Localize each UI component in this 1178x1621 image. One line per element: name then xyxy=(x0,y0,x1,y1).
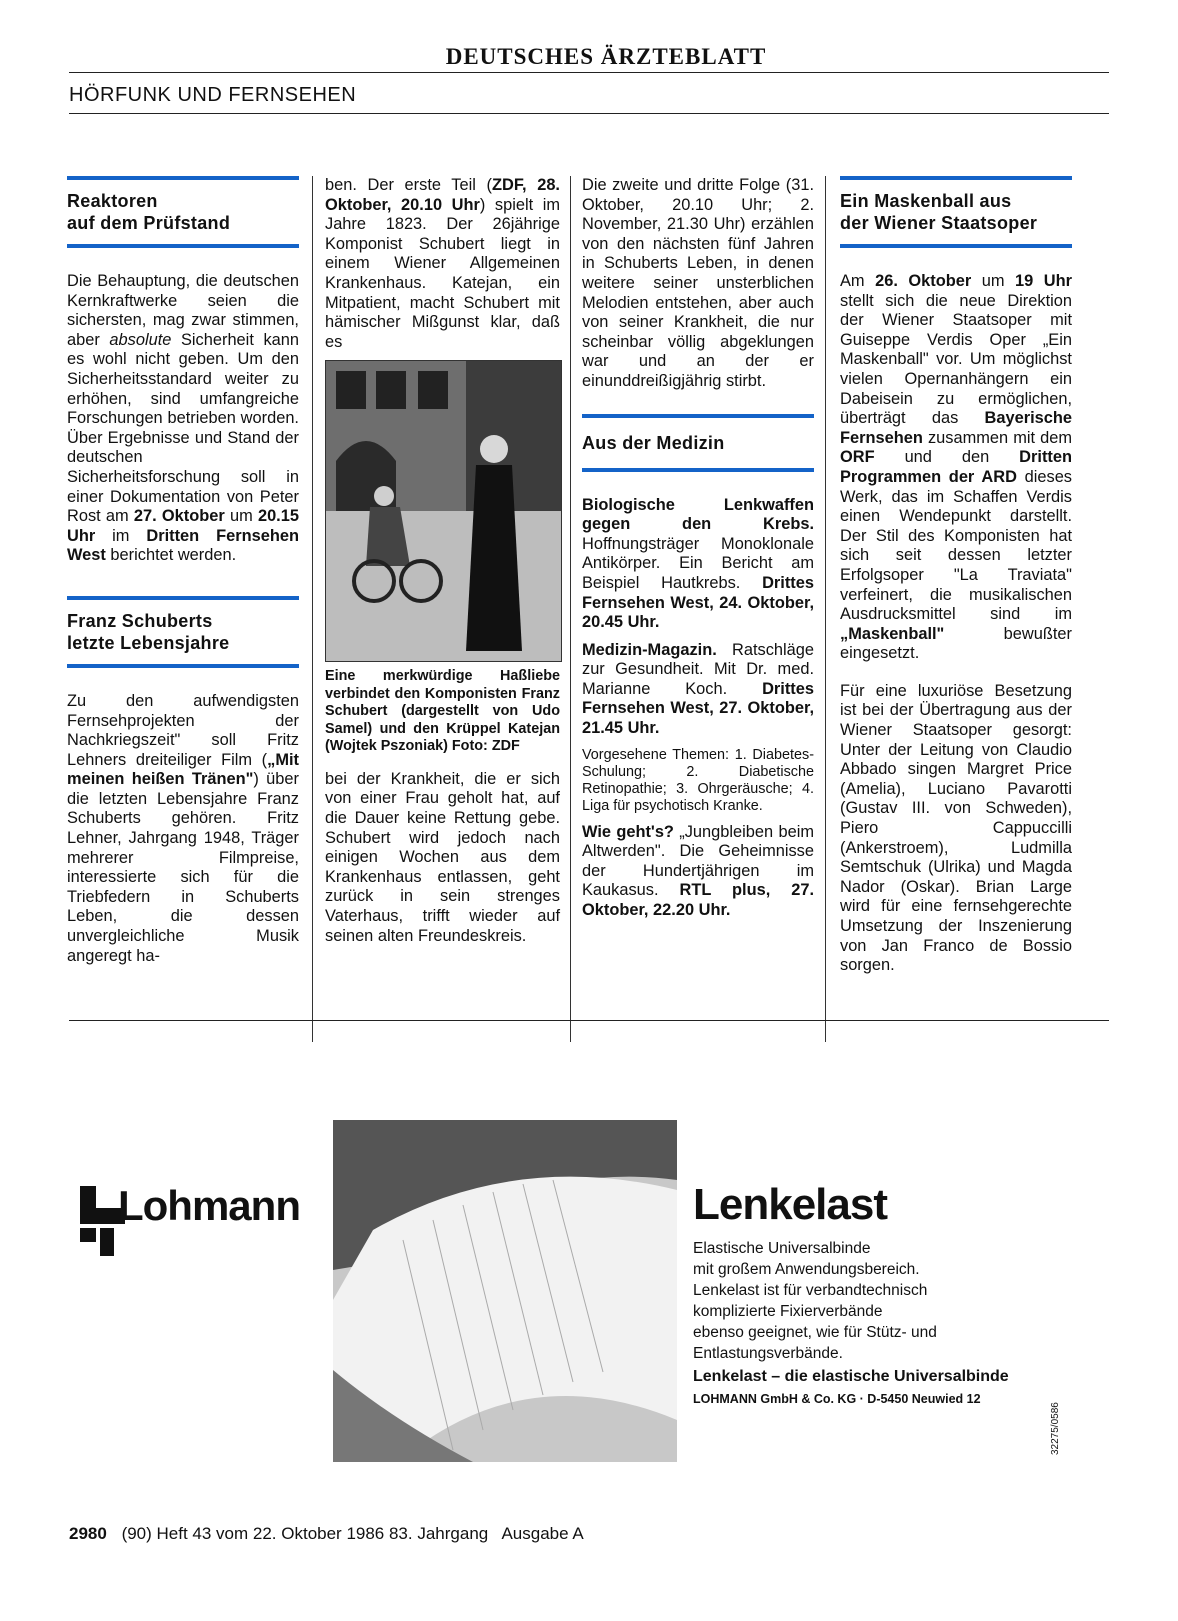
heading-box xyxy=(582,414,814,472)
ad-slogan: Lenkelast – die elastische Universalbinde xyxy=(693,1368,1009,1385)
bottom-rule xyxy=(69,1020,1109,1021)
heading-box xyxy=(67,596,299,668)
article-text-small: Vorgesehene Themen: 1. Diabetes-Schulung; 2. Diabetische Retinopathie; 3. Ohrgeräusche; 4. Liga für psychotisch Kranke. xyxy=(582,746,814,814)
article-text: Die Behauptung, die deutschen Kernkraftwerke seien die sichersten, mag zwar stimmen, aber absolute Sicherheit kann es wohl nicht geben. Um den Sicherheitsstandard weiter zu erhöhen, sind umfangreiche Forschungen betrieben worden. Über Ergebnisse und Stand der deutschen Sicherheitsforschung soll in einer Dokumentation von Peter Rost am 27. Oktober um 20.15 Uhr im Dritten Fernsehen West berichtet werden. xyxy=(67,272,299,565)
ad-line: ebenso geeignet, wie für Stütz- und xyxy=(693,1324,937,1341)
column-1 xyxy=(67,176,299,966)
bandage-photo xyxy=(333,1120,677,1462)
column-divider xyxy=(570,176,571,1042)
column-4 xyxy=(840,176,1072,976)
article-text: Medizin-Magazin. Ratschläge zur Gesundheit. Mit Dr. med. Marianne Koch. Drittes Fernsehen West, 27. Oktober, 21.45 Uhr. xyxy=(582,640,814,738)
article-heading: Franz Schuberts letzte Lebensjahre xyxy=(67,610,230,653)
column-divider xyxy=(312,176,313,1042)
photo-caption: Eine merkwürdige Haßliebe verbindet den Komponisten Franz Schubert (dargestellt von Udo Samel) und den Krüppel Katejan (Wojtek Pszoniak) Foto: ZDF xyxy=(325,668,560,755)
lohmann-logo xyxy=(80,1180,320,1260)
heading-box xyxy=(840,176,1072,248)
issue-info: (90) Heft 43 vom 22. Oktober 1986 83. Jahrgang Ausgabe A xyxy=(121,1524,584,1543)
article-heading: Ein Maskenball aus der Wiener Staatsoper xyxy=(840,191,1038,233)
article-text: Wie geht's? „Jungbleiben beim Altwerden". Die Geheimnisse der Hundertjährigen im Kaukasus. RTL plus, 27. Oktober, 22.20 Uhr. xyxy=(582,822,814,920)
ad-line: Entlastungsverbände. xyxy=(693,1345,843,1362)
ad-line: Elastische Universalbinde xyxy=(693,1240,871,1257)
lohmann-logo-text: Lohmann xyxy=(118,1182,300,1229)
page-footer xyxy=(69,1524,584,1544)
article-text: Am 26. Oktober um 19 Uhr stellt sich die neue Direktion der Wiener Staatsoper mit Guiseppe Verdis Oper „Ein Maskenball" vor. Um möglichst vielen Opernanhängern ein Dabeisein zu ermöglichen, überträgt das Bayerische Fernsehen zusammen mit dem ORF und den Dritten Programmen der ARD dieses Werk, das im Schaffen Verdis einen Wendepunkt darstellt. Der Stil des Komponisten hat sich seit dessen letzter Erfolgsoper "La Traviata" verfeinert, die musikalischen Ausdrucksmittel sind im „Maskenball" bewußter eingesetzt. xyxy=(840,272,1073,663)
ad-line: komplizierte Fixierverbände xyxy=(693,1303,883,1320)
column-2 xyxy=(325,176,560,946)
article-text: Für eine luxuriöse Besetzung ist bei der Übertragung aus der Wiener Staatsoper gesorgt: Unter der Leitung von Claudio Abbado singen Margret Price (Amelia), Luciano Pavarotti (Gustav III. von Schweden), Piero Cappuccilli (Ankerstroem), Ludmilla Semtschuk (Ulrika) und Magda Nador (Oskar). Brian Large wird für eine fernsehgerechte Umsetzung der Inszenierung von Jan Franco de Bossio sorgen. xyxy=(840,681,1072,975)
top-rule xyxy=(69,72,1109,73)
product-name: Lenkelast xyxy=(693,1180,887,1229)
masthead: DEUTSCHES ÄRZTEBLATT xyxy=(445,44,767,69)
ad-code: 32275/0586 xyxy=(1050,1402,1061,1455)
ad-company: LOHMANN GmbH & Co. KG · D-5450 Neuwied 12 xyxy=(693,1392,981,1406)
heading-box xyxy=(67,176,299,248)
ad-text-block xyxy=(693,1180,1093,1406)
ad-line: mit großem Anwendungsbereich. xyxy=(693,1261,920,1278)
article-text: Zu den aufwendigsten Fernsehprojekten der Nachkriegszeit" soll Fritz Lehners dreiteiliger Film („Mit meinen heißen Tränen") über die letzten Lebensjahre Franz Schuberts gehören. Fritz Lehner, Jahrgang 1948, Träger mehrerer Filmpreise, interessierte sich für die Triebfedern in Schuberts Leben, die dessen unvergleichliche Musik angeregt ha- xyxy=(67,691,299,965)
schubert-film-photo xyxy=(325,360,562,662)
section-rule xyxy=(69,113,1109,114)
column-divider xyxy=(825,176,826,1042)
section-title: HÖRFUNK UND FERNSEHEN xyxy=(69,84,357,106)
article-heading: Reaktoren auf dem Prüfstand xyxy=(67,191,231,233)
article-text: Biologische Lenkwaffen gegen den Krebs. Hoffnungsträger Monoklonale Antikörper. Ein Bericht am Beispiel Hautkrebs. Drittes Fernsehen West, 24. Oktober, 20.45 Uhr. xyxy=(582,495,814,632)
article-text: Die zweite und dritte Folge (31. Oktober, 20.10 Uhr; 2. November, 21.30 Uhr) erzählen von den nächsten fünf Jahren in Schuberts Leben, in denen weitere seiner unsterblichen Melodien entstehen, aber auch von seiner Krankheit, die nur scheinbar völlig abgeklungen war und an der er einunddreißigjährig stirbt. xyxy=(582,176,814,390)
article-heading: Aus der Medizin xyxy=(582,432,725,453)
ad-line: Lenkelast ist für verbandtechnisch xyxy=(693,1282,928,1299)
article-text: ben. Der erste Teil (ZDF, 28. Oktober, 20.10 Uhr) spielt im Jahre 1823. Der 26jährige Komponist Schubert liegt in einem Wiener Allgemeinen Krankenhaus. Katejan, ein Mitpatient, macht Schubert mit hämischer Mißgunst klar, daß es xyxy=(325,176,560,351)
page-number: 2980 xyxy=(69,1524,107,1543)
article-text: bei der Krankheit, die er sich von einer Frau geholt hat, auf die Dauer keine Rettung gebe. Schubert wird jedoch nach einigen Wochen aus dem Krankenhaus entlassen, geht zurück in sein strenges Vaterhaus, trifft wieder auf seinen alten Freundeskreis. xyxy=(325,769,560,945)
column-3 xyxy=(582,176,814,921)
